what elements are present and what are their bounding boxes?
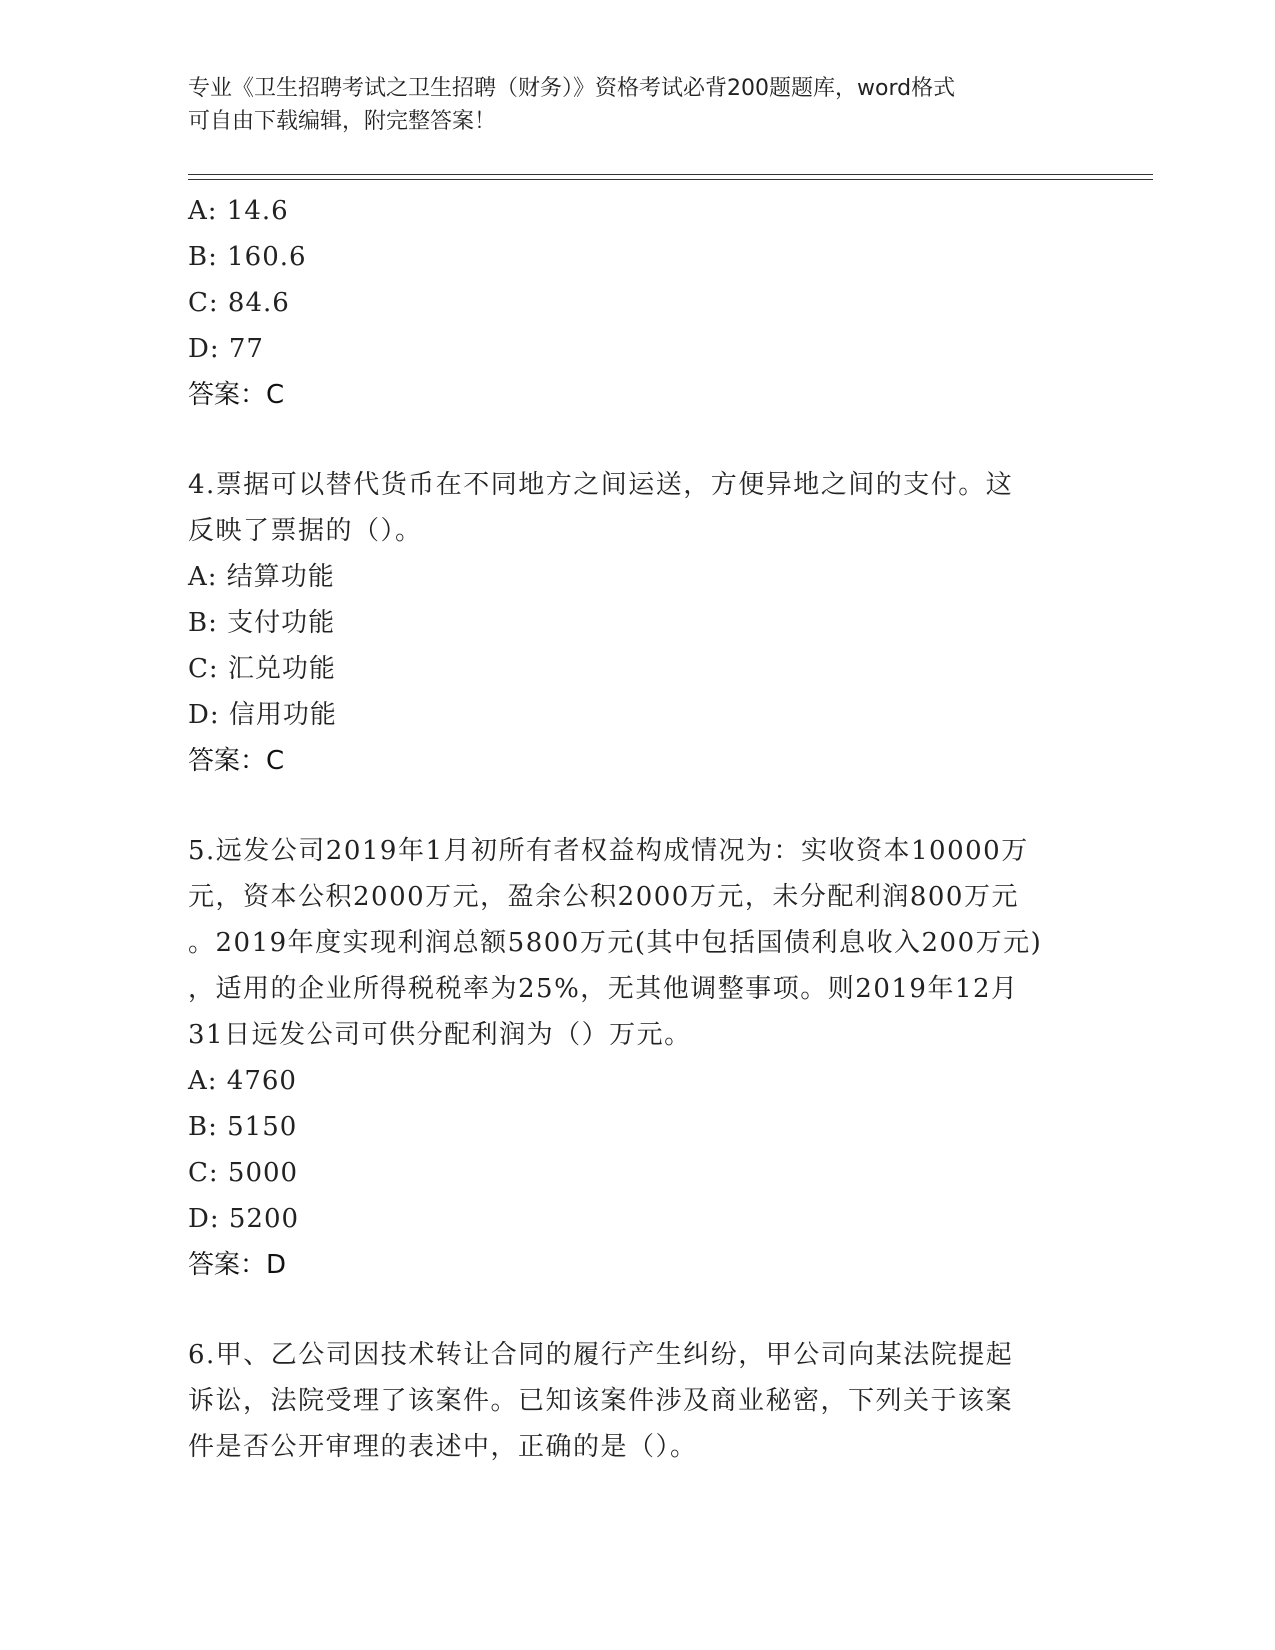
option-d: D: 77: [188, 334, 264, 364]
option-b: B: 160.6: [188, 242, 307, 272]
option-b: B: 5150: [188, 1112, 298, 1142]
option-c: C: 84.6: [188, 288, 290, 318]
question-text-line: 诉讼，法院受理了该案件。已知该案件涉及商业秘密，下列关于该案: [188, 1386, 1014, 1416]
document-body: [188, 188, 1088, 1470]
option-c: C: 5000: [188, 1158, 299, 1188]
header-divider-bottom: [188, 179, 1153, 180]
question-5: [188, 828, 1088, 1288]
spacer: [188, 1288, 1088, 1332]
option-b: B: 支付功能: [188, 608, 336, 638]
question-6: [188, 1332, 1088, 1470]
question-text-line: 5.远发公司2019年1月初所有者权益构成情况为：实收资本10000万: [188, 836, 1029, 866]
spacer: [188, 418, 1088, 462]
answer: 答案：C: [188, 380, 285, 410]
document-header: [188, 72, 1068, 138]
question-text-line: 31日远发公司可供分配利润为（）万元。: [188, 1020, 692, 1050]
option-d: D: 信用功能: [188, 700, 337, 730]
header-divider-top: [188, 174, 1153, 175]
question-4: [188, 462, 1088, 784]
option-c: C: 汇兑功能: [188, 654, 336, 684]
question-text-line: ，适用的企业所得税税率为25%，无其他调整事项。则2019年12月: [188, 974, 1019, 1004]
question-3: [188, 188, 1088, 418]
header-line-1: 专业《卫生招聘考试之卫生招聘（财务）》资格考试必背200题题库，word格式: [188, 76, 956, 101]
header-line-2: 可自由下载编辑，附完整答案！: [188, 109, 497, 134]
question-text-line: 反映了票据的（）。: [188, 516, 423, 546]
spacer: [188, 784, 1088, 828]
option-a: A: 结算功能: [188, 562, 335, 592]
answer: 答案：C: [188, 746, 285, 776]
answer: 答案：D: [188, 1250, 287, 1280]
question-text-line: 4.票据可以替代货币在不同地方之间运送，方便异地之间的支付。这: [188, 470, 1014, 500]
option-d: D: 5200: [188, 1204, 300, 1234]
option-a: A: 14.6: [188, 196, 289, 226]
option-a: A: 4760: [188, 1066, 297, 1096]
question-text-line: 。2019年度实现利润总额5800万元(其中包括国债利息收入200万元): [188, 928, 1043, 958]
question-text-line: 元，资本公积2000万元，盈余公积2000万元，未分配利润800万元: [188, 882, 1019, 912]
question-text-line: 件是否公开审理的表述中，正确的是（）。: [188, 1432, 698, 1462]
question-text-line: 6.甲、乙公司因技术转让合同的履行产生纠纷，甲公司向某法院提起: [188, 1340, 1014, 1370]
